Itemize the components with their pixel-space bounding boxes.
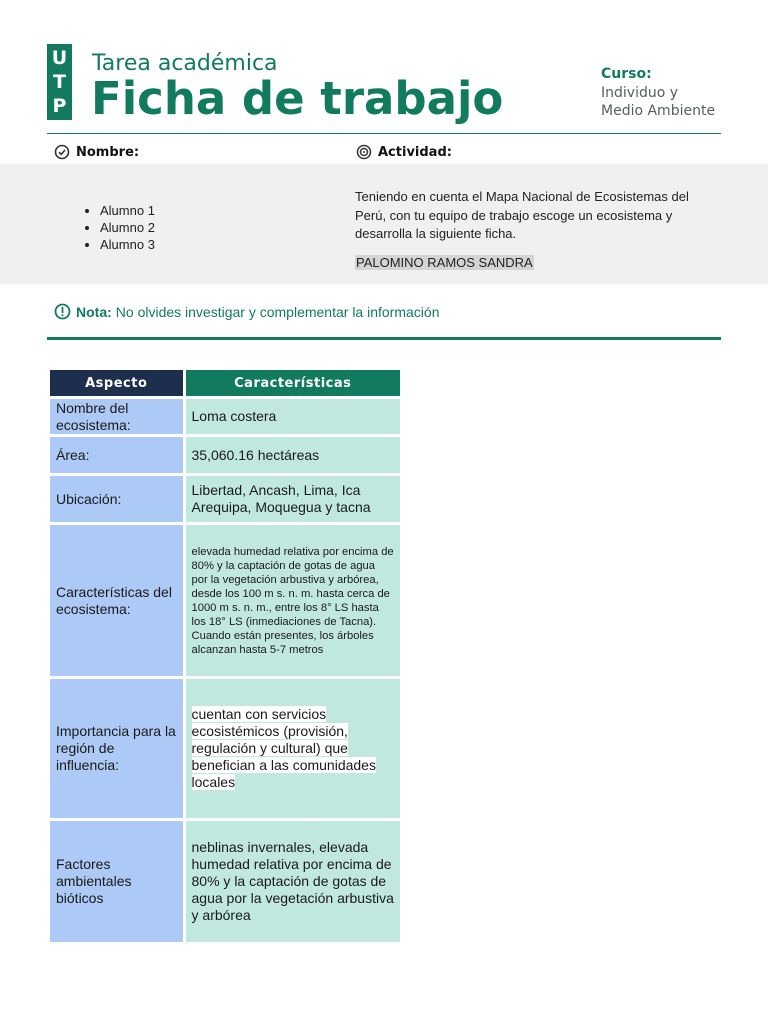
table-header-row — [50, 370, 400, 396]
list-item: • Alumno 3 — [100, 236, 155, 253]
course-value — [601, 84, 741, 120]
list-item: • Alumno 1 — [100, 202, 155, 219]
page-title: Ficha de trabajo — [91, 72, 504, 125]
name-section-header — [54, 140, 139, 164]
header-divider — [47, 133, 721, 134]
value-cell: elevada humedad relativa por encima de 80% y la captación de gotas de agua por la vegetación arbustiva y arbórea, desde los 100 m s. n. m. hasta cerca de 1000 m s. n. m., entre los 8° LS hasta los 18° LS (inmediaciones de Tacna). Cuando están presentes, los árboles alcanzan hasta 5-7 metros — [186, 525, 400, 676]
aspect-cell: Características del ecosistema: — [50, 525, 183, 676]
highlighted-value: cuentan con servicios ecosistémicos (provisión, regulación y cultural) que benefician a las comunidades locales — [191, 706, 376, 790]
aspect-cell: Ubicación: — [50, 476, 183, 522]
aspect-cell: Factores ambientales bióticos — [50, 821, 183, 942]
activity-section-header — [356, 140, 452, 164]
table-row — [50, 476, 400, 522]
logo-letter-t: T — [53, 70, 66, 93]
activity-description: Teniendo en cuenta el Mapa Nacional de Ecosistemas del Perú, con tu equipo de trabajo escoge un ecosistema y desarrolla la siguiente ficha. — [355, 189, 689, 241]
page-subtitle: Tarea académica — [92, 51, 278, 76]
table-row — [50, 525, 400, 676]
note-divider — [47, 337, 721, 340]
activity-author: PALOMINO RAMOS SANDRA — [356, 255, 533, 270]
header-aspect: Aspecto — [50, 370, 183, 396]
check-circle-icon — [54, 144, 70, 160]
value-cell: neblinas invernales, elevada humedad relativa por encima de 80% y la captación de gotas de agua por la vegetación arbustiva y arbórea — [186, 821, 400, 942]
table-row — [50, 679, 400, 818]
note-label: Nota: — [76, 303, 112, 320]
exclamation-circle-icon — [54, 303, 71, 320]
name-label: Nombre: — [76, 144, 140, 160]
list-item: • Alumno 2 — [100, 219, 155, 236]
logo-letter-p: P — [52, 94, 67, 117]
aspect-cell: Área: — [50, 437, 183, 473]
table-row — [50, 399, 400, 434]
table-row — [50, 437, 400, 473]
student-list — [80, 202, 155, 253]
utp-logo — [47, 44, 72, 120]
course-value-line2: Medio Ambiente — [601, 103, 716, 119]
header-characteristics: Características — [186, 370, 400, 396]
logo-letter-u: U — [51, 46, 68, 69]
table-row — [50, 821, 400, 942]
activity-label: Actividad: — [378, 144, 452, 160]
target-icon — [356, 144, 372, 160]
value-cell: 35,060.16 hectáreas — [186, 437, 400, 473]
course-value-line1: Individuo y — [601, 85, 679, 101]
value-cell: Loma costera — [186, 399, 400, 434]
ecosystem-table — [47, 367, 403, 945]
note-text: No olvides investigar y complementar la información — [115, 303, 440, 320]
note — [54, 303, 439, 320]
value-cell: Libertad, Ancash, Lima, Ica Arequipa, Moquegua y tacna — [186, 476, 400, 522]
aspect-cell: Importancia para la región de influencia: — [50, 679, 183, 818]
aspect-cell: Nombre del ecosistema: — [50, 399, 183, 434]
course-label: Curso: — [601, 66, 652, 82]
value-cell — [186, 679, 400, 818]
